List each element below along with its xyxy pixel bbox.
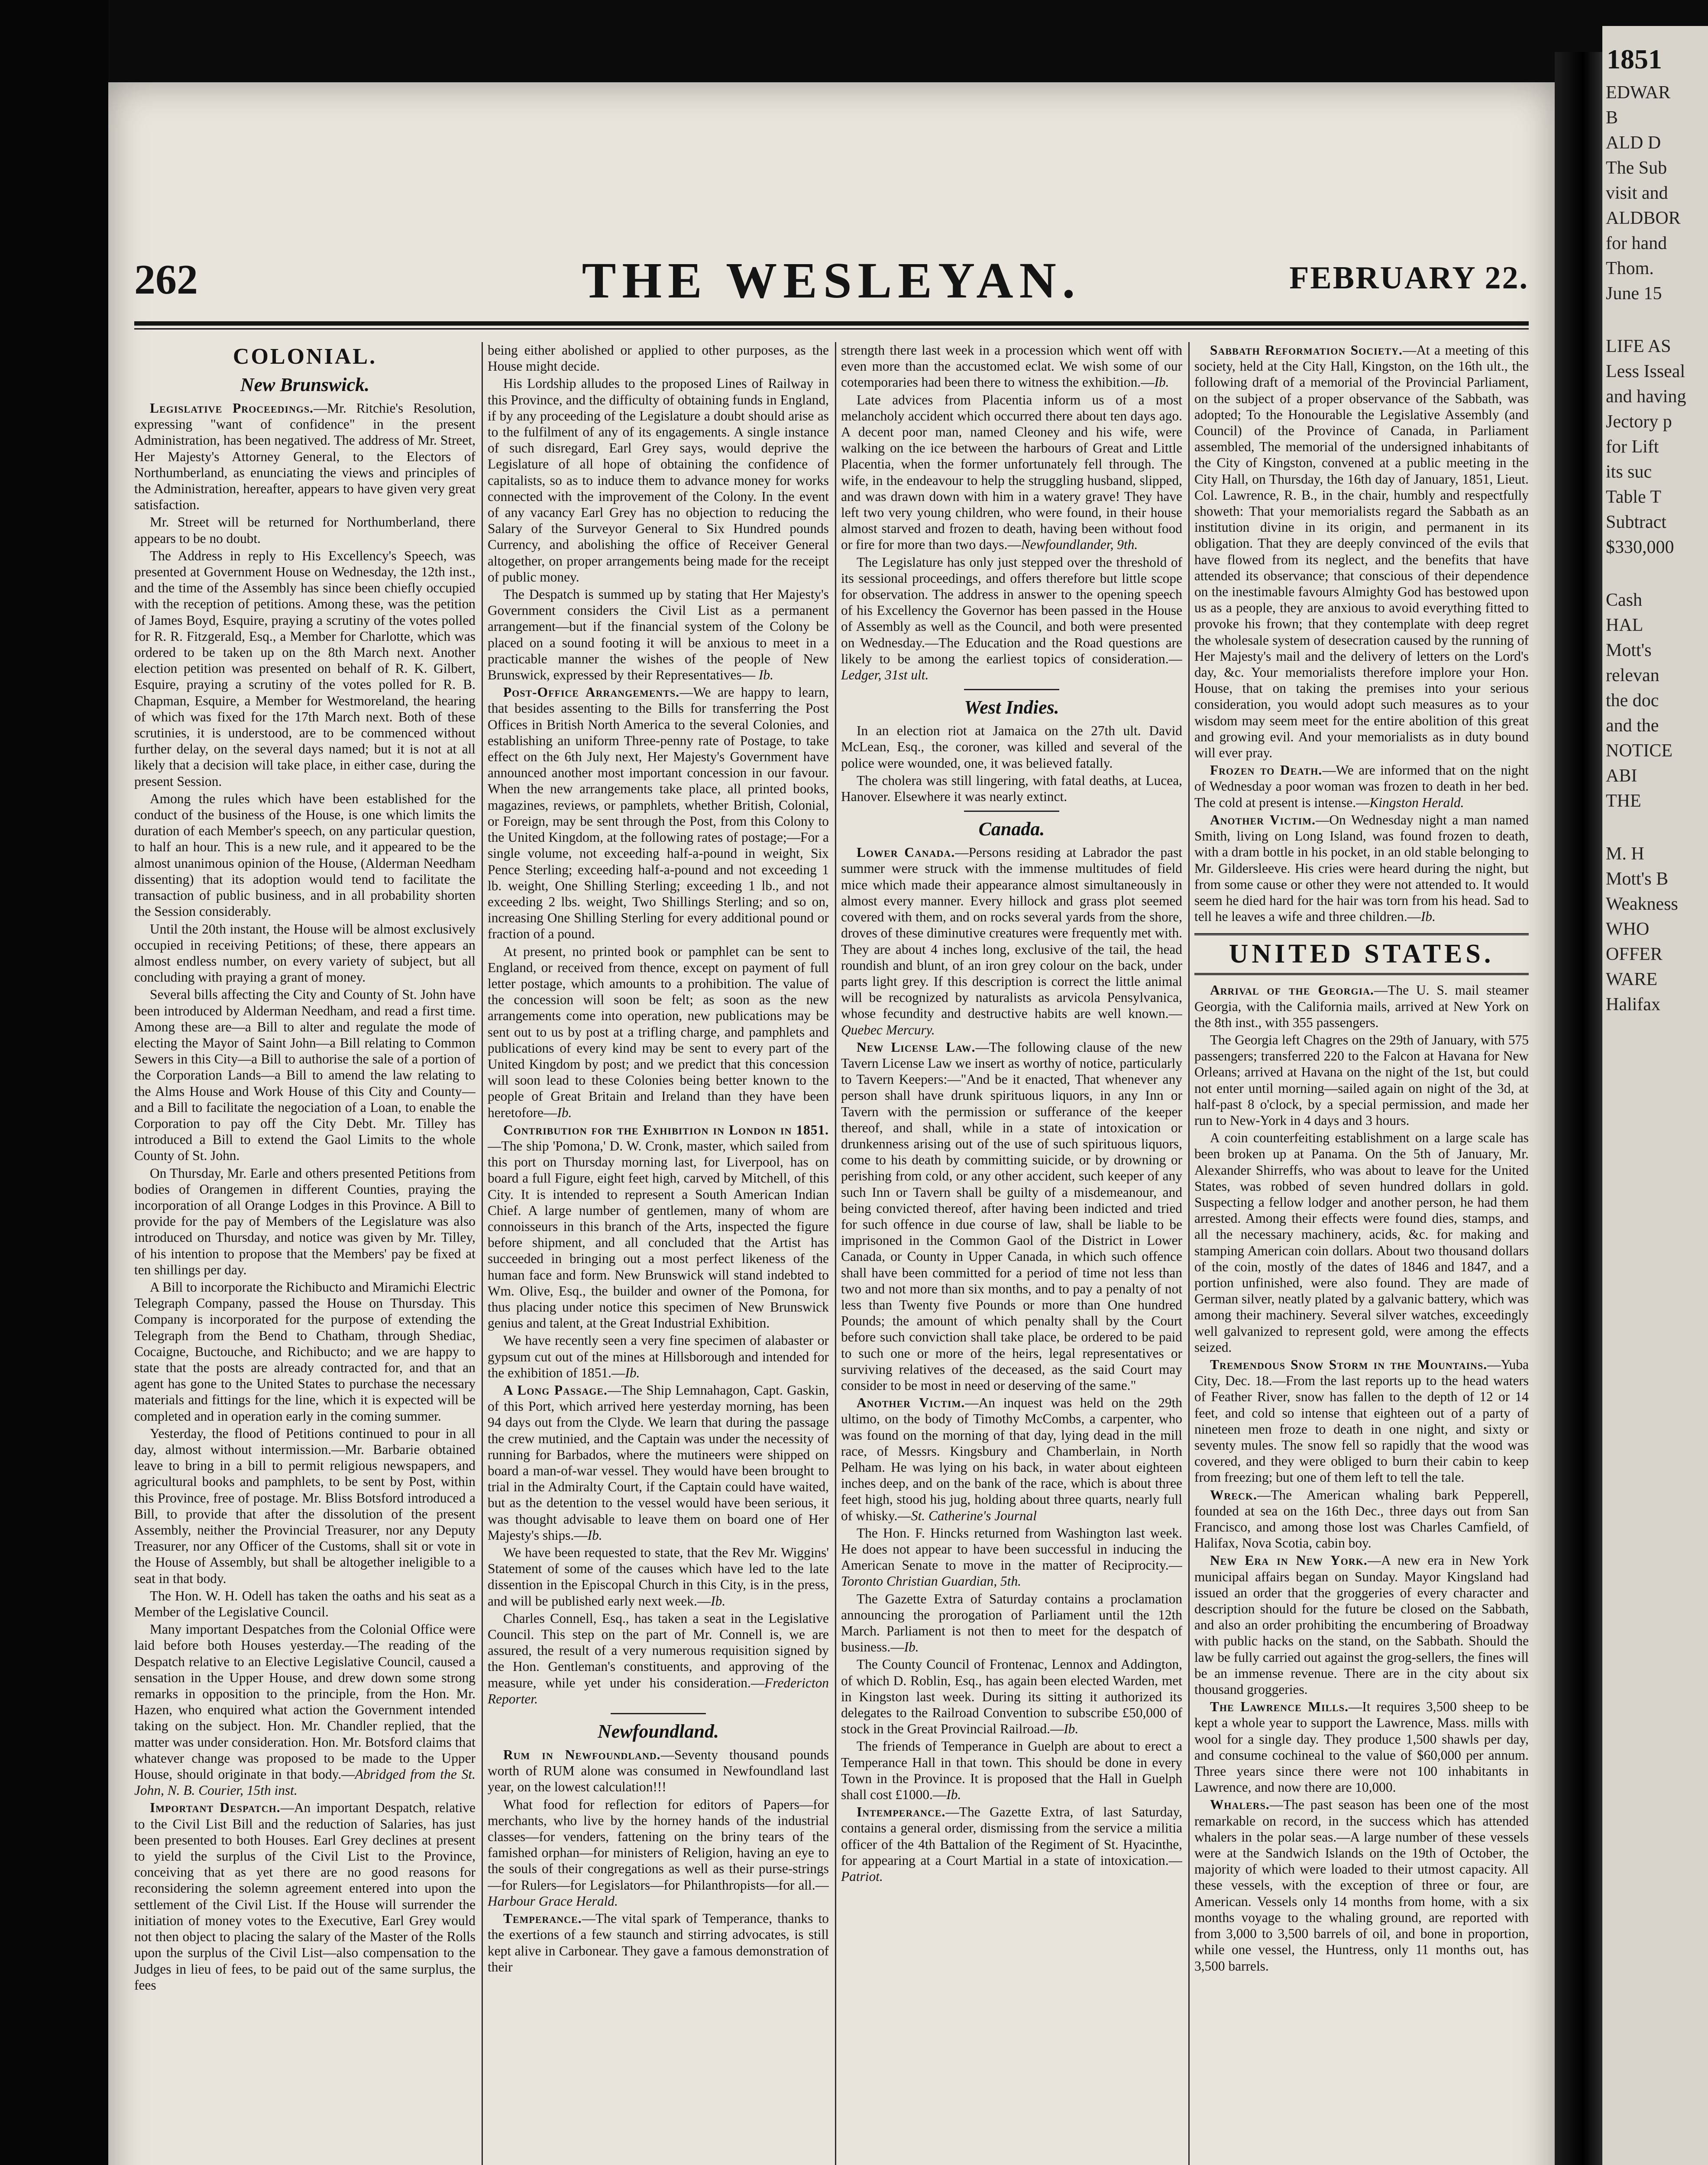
column-rule xyxy=(482,342,483,2165)
article-paragraph: We have been requested to state, that the Rev Mr. Wiggins' Statement of some of the causes which have led to the late dissention in the Episcopal Church in this City, is in the press, and will be published early next week.—Ib. xyxy=(488,1545,829,1609)
article-lead: A Long Passage. xyxy=(503,1383,608,1398)
article-paragraph: Wreck.—The American whaling bark Pepperell, founded at sea on the 16th Dec., three days out from San Francisco, and among those lost was Charles Camfield, of Halifax, Nova Scotia, cabin boy. xyxy=(1194,1487,1529,1551)
article-paragraph: A Long Passage.—The Ship Lemnahagon, Capt. Gaskin, of this Port, which arrived here yesterday morning, has been 94 days out from the Clyde. We learn that during the passage the crew mutinied, and the Captain was under the necessity of running for Barbados, where the mutineers were shipped on board a man-of-war vessel. They would have been brought to trial in the Admiralty Court, if the Captain could have waited, but as the detention to the vessel would have been serious, it was thought advisable to leave them on board one of Her Majesty's ships.—Ib. xyxy=(488,1383,829,1543)
article-source: Ib. xyxy=(946,1787,961,1803)
adjacent-page-header: 1851 xyxy=(1607,44,1662,74)
article-source: Kingston Herald. xyxy=(1369,795,1464,810)
adjacent-page-line: Mott's B xyxy=(1606,869,1669,889)
article-paragraph: The Despatch is summed up by stating that Her Majesty's Government considers the Civil List as a permanent arrangement—but if the financial system of the Colony be placed on a sound footing it will be anxious to meet in a practicable manner the wishes of the people of New Brunswick, expressed by their Representatives— Ib. xyxy=(488,587,829,683)
article-source: Ledger, 31st ult. xyxy=(841,667,929,683)
adjacent-page-line: WARE xyxy=(1606,969,1657,989)
article-source: Ib. xyxy=(1154,375,1169,390)
article-paragraph: The Gazette Extra of Saturday contains a proclamation announcing the prorogation of Parliament until the 12th March. Parliament is not then to meet for the despatch of business.—Ib. xyxy=(841,1591,1182,1655)
article-paragraph: Yesterday, the flood of Petitions continued to pour in all day, almost without intermission.—Mr. Barbarie obtained leave to bring in a bill to permit religious newspapers, and agricultural books and pamphlets, to be sent by Post, within this Province, free of postage. Mr. Bliss Botsford introduced a Bill, to provide that after the dissolution of the present Assembly, neither the Provincial Treasurer, nor any Deputy Treasurer, nor any Officer of the Customs, shall sit or vote in the House of Assembly, but shall be altogether ineligible to a seat in that body. xyxy=(134,1425,476,1586)
article-paragraph: New Era in New York.—A new era in New York municipal affairs began on Sunday. Mayor Kingsland had issued an order that the groggeries of every character and description should for the future be closed on the Sabbath, and also an order prohibiting the encumbering of Broadway with public hacks on the stand, on the Sabbath. Should the law be fully carried out against the grog-sellers, the fines will be an immense revenue. There are in the city about six thousand groggeries. xyxy=(1194,1553,1529,1697)
adjacent-page-text xyxy=(1602,81,1708,1016)
article-lead: Whalers. xyxy=(1210,1797,1270,1813)
adjacent-page-line: NOTICE xyxy=(1606,741,1672,761)
adjacent-page-line: ALDBOR xyxy=(1606,208,1681,228)
article-paragraph: strength there last week in a procession which went off with even more than the accustomed eclat. We wish some of our cotemporaries had been there to witness the exhibition.—Ib. xyxy=(841,343,1182,390)
article-lead: Another Victim. xyxy=(857,1395,965,1411)
column-1 xyxy=(134,342,476,2165)
microfilm-margin xyxy=(0,0,108,2165)
article-lead: New License Law. xyxy=(857,1039,976,1055)
article-paragraph: Post-Office Arrangements.—We are happy to learn, that besides assenting to the Bills for transferring the Post Offices in British North America to the several Colonies, and establishing an uniform Three-penny rate of Postage, to take effect on the 6th July next, Her Majesty's Government have announced another most important concession in our favour. When the new arrangements take place, all printed books, magazines, reviews, or pamphlets, whether British, Colonial, or Foreign, may be sent through the Post, from this Colony to the United Kingdom, at the following rates of postage;—For a single volume, not exceeding half-a-pound in weight, Six Pence Sterling; exceeding half-a-pound and not exceeding 1 lb. weight, One Shilling Sterling; exceeding 1 lb., and not exceeding 2 lbs. weight, Two Shillings Sterling; and so on, increasing One Shilling Sterling for every additional pound or fraction of a pound. xyxy=(488,685,829,942)
article-lead: Post-Office Arrangements. xyxy=(503,685,680,700)
article-lead: Another Victim. xyxy=(1210,812,1316,827)
article-source: Ib. xyxy=(1064,1721,1079,1737)
adjacent-page-line: Cash xyxy=(1606,590,1642,610)
article-source: Ib. xyxy=(1420,909,1436,924)
article-source: Quebec Mercury. xyxy=(841,1022,935,1037)
article-lead: Temperance. xyxy=(503,1911,582,1926)
masthead-rule xyxy=(134,321,1529,326)
subsection-heading-west-indies: West Indies. xyxy=(964,697,1059,718)
article-paragraph: Charles Connell, Esq., has taken a seat in the Legislative Council. This step on the part of Mr. Connell is, we are assured, the result of a very numerous requisition signed by the Hon. Gentleman's constituents, and approving of the measure, while yet under his consideration.—Fredericton Reporter. xyxy=(488,1610,829,1706)
adjacent-page-line: LIFE AS xyxy=(1606,336,1671,356)
adjacent-page-line: Jectory p xyxy=(1606,412,1672,432)
adjacent-page-line: for hand xyxy=(1606,233,1667,253)
article-paragraph: Until the 20th instant, the House will be almost exclusively occupied in receiving Petitions; of these, there appears an almost endless number, on every variety of subject, but all concluding with praying a grant of money. xyxy=(134,921,476,985)
adjacent-page-line: Less Isseal xyxy=(1606,362,1685,381)
subsection-heading-new-brunswick: New Brunswick. xyxy=(240,374,370,395)
article-paragraph: Among the rules which have been established for the conduct of the business of the House, is one which limits the duration of each Member's speech, on any particular question, to half an hour. This is a new rule, and it appeared to be the almost unanimous opinion of the House, (Alderman Needham dissenting) that its adoption would tend to facilitate the transaction of public business, and in all probability shorten the Session considerably. xyxy=(134,791,476,919)
adjacent-page-line: The Sub xyxy=(1606,158,1667,178)
subsection-heading-newfoundland: Newfoundland. xyxy=(598,1721,719,1742)
article-source: Ib. xyxy=(904,1639,919,1655)
adjacent-page-line: ALD D xyxy=(1606,133,1661,153)
article-source: Ib. xyxy=(711,1593,726,1609)
article-paragraph: Sabbath Reformation Society.—At a meeting of this society, held at the City Hall, Kingston, on the 16th ult., the following draft of a memorial of the Provincial Parliament, on the subject of a proper observance of the Sabbath, was adopted; To the Honourable the Legislative Assembly (and Council) of the Province of Canada, in Parliament assembled, The memorial of the undersigned inhabitants of the City of Kingston, convened at a public meeting in the City Hall, on Thursday, the 16th day of January, 1851, Lieut. Col. Lawrence, R. B., in the chair, humbly and respectfully showeth: That your memorialists regard the Sabbath as an institution divine in its origin, and permanent in its obligation. That they are deeply convinced of the evils that have flowed from its neglect, and the benefits that have attended its observance; that conscious of their dependence on the inestimable favours Almighty God has bestowed upon us as a people, they are anxious to avoid everything fitted to provoke his frown; that they contemplate with deep regret the wholesale system of desecration caused by the running of Her Majesty's mail and the delivery of letters on the Lord's day, &c. Your memorialists therefore implore your Hon. House, that on taking the premises into your serious consideration, you would adopt such measures as to your wisdom may seem meet for the entire abolition of this great and growing evil. And your memorialists as in duty bound will ever pray. xyxy=(1194,343,1529,761)
article-paragraph: Another Victim.—An inquest was held on the 29th ultimo, on the body of Timothy McCombs, a carpenter, who was found on the morning of that day, lying dead in the mill race, of Messrs. Kingsbury and Chamberlain, in North Pelham. He was lying on his back, in water about eighteen inches deep, and on the bank of the race, which is about three feet high, stood his jug, holding about three quarts, nearly full of whisky.—St. Catherine's Journal xyxy=(841,1395,1182,1523)
column-4 xyxy=(1194,342,1529,2165)
article-paragraph: Tremendous Snow Storm in the Mountains.—Yuba City, Dec. 18.—From the last reports up to the head waters of Feather River, snow has fallen to the depth of 12 or 14 feet, and cold so intense that eighteen out of a party of nineteen men froze to death in one night, and sixty or seventy mules. The snow fell so rapidly that the wood was covered, and they were obliged to burn their cabin to keep from freezing; but one of them left to tell the tale. xyxy=(1194,1357,1529,1485)
article-paragraph: The Legislature has only just stepped over the threshold of its sessional proceedings, and offers therefore but little scope for observation. The address in answer to the opening speech of his Excellency the Governor has been passed in the House of Assembly as well as the Council, and both were presented on Wednesday.—The Education and the Road questions are likely to be among the earliest topics of consideration.—Ledger, 31st ult. xyxy=(841,554,1182,683)
article-lead: Arrival of the Georgia. xyxy=(1210,982,1374,998)
adjacent-page-line: HAL xyxy=(1606,615,1643,635)
adjacent-page-line: Mott's xyxy=(1606,640,1652,660)
article-source: Abridged from the St. John, N. B. Courier, 15th inst. xyxy=(134,1767,476,1798)
adjacent-page-line: WHO xyxy=(1606,919,1650,939)
article-lead: Important Despatch. xyxy=(150,1800,281,1816)
adjacent-page-edge xyxy=(1602,26,1708,2165)
article-source: Newfoundlander, 9th. xyxy=(1021,537,1138,553)
article-paragraph: Temperance.—The vital spark of Temperance, thanks to the exertions of a few staunch and stirring advocates, is still kept alive in Carbonear. They gave a famous demonstration of their xyxy=(488,1911,829,1974)
article-source: Ib. xyxy=(625,1365,640,1380)
article-lead: Legislative Proceedings. xyxy=(150,401,314,416)
article-paragraph: Mr. Street will be returned for Northumberland, there appears to be no doubt. xyxy=(134,514,476,546)
article-source: Fredericton Reporter. xyxy=(488,1675,829,1706)
newspaper-page xyxy=(108,82,1555,2165)
article-paragraph: The Hon. F. Hincks returned from Washington last week. He does not appear to have been successful in inducing the American Senate to move in the matter of Reciprocity.—Toronto Christian Guardian, 5th. xyxy=(841,1525,1182,1589)
article-paragraph: Whalers.—The past season has been one of the most remarkable on record, in the success which has attended whalers in the polar seas.—A large number of these vessels were at the Sandwich Islands on the 19th of October, the majority of which were loaded to their utmost capacity. All these vessels, with the exception of three or four, are American. Vessels only 14 months from home, with a six months voyage to the whaling ground, are reported with from 3,000 to 3,500 barrels of oil, and bone in proportion, while one vessel, the Huntress, only 11 months out, has 3,500 barrels. xyxy=(1194,1797,1529,1974)
article-paragraph: Another Victim.—On Wednesday night a man named Smith, living on Long Island, was found frozen to death, with a dram bottle in his pocket, in an old stable belonging to Mr. Gildersleeve. His cries were heard during the night, but from some cause or other they were not attended to. It would seem he died hard for the hair was torn from his head. Sad to tell he leaves a wife and three children.—Ib. xyxy=(1194,812,1529,924)
article-source: Patriot. xyxy=(841,1869,883,1884)
article-paragraph: What food for reflection for editors of Papers—for merchants, who live by the horney hands of the industrial classes—for venders, fattening on the briny tears of the famished orphan—for ministers of Religion, having an eye to the souls of their congregations as well as their purse-strings—for Rulers—for Legislators—for Philanthropists—for all.—Harbour Grace Herald. xyxy=(488,1797,829,1909)
article-source: Harbour Grace Herald. xyxy=(488,1893,618,1909)
adjacent-page-line: Thom. xyxy=(1606,259,1654,278)
page-number: 262 xyxy=(134,256,198,303)
adjacent-page-line: the doc xyxy=(1606,691,1659,711)
article-lead: Rum in Newfoundland. xyxy=(503,1747,661,1763)
section-heading-colonial: COLONIAL. xyxy=(233,344,377,369)
article-paragraph: We have recently seen a very fine specimen of alabaster or gypsum cut out of the mines at Hillsborough and intended for the exhibition of 1851.—Ib. xyxy=(488,1333,829,1380)
adjacent-page-line: Table T xyxy=(1606,487,1662,507)
article-lead: Intemperance. xyxy=(857,1804,946,1820)
article-paragraph: The Hon. W. H. Odell has taken the oaths and his seat as a Member of the Legislative Council. xyxy=(134,1588,476,1620)
article-source: Ib. xyxy=(587,1527,602,1543)
article-paragraph: The Address in reply to His Excellency's Speech, was presented at Government House on Wednesday, the 12th inst., and the time of the Assembly has since been chiefly occupied with the reception of petitions. Among these, was the petition of James Boyd, Esquire, praying a scrutiny of the votes polled for R. R. Fitzgerald, Esq., a Member for Charlotte, which was ordered to be taken up on the 8th March next. Another election petition was presented on behalf of R. K. Gilbert, Esquire, praying a scrutiny of the votes polled for R. B. Chapman, Esquire, a Member for Westmoreland, the hearing of which was fixed for the 17th March next. Both of these scrutinies, it is understood, are to be commenced without further delay, on the several days named; but it is not at all likely that a decision will take place, in either case, during the present Session. xyxy=(134,548,476,789)
article-paragraph: Rum in Newfoundland.—Seventy thousand pounds worth of RUM alone was consumed in Newfoundland last year, on the lowest calculation!!! xyxy=(488,1747,829,1795)
adjacent-page-line: Weakness xyxy=(1606,894,1678,914)
article-paragraph: Many important Despatches from the Colonial Office were laid before both Houses yesterday.—The reading of the Despatch relative to an Elective Legislative Council, caused a sensation in the Upper House, and drew down some strong remarks in opposition to the principle, from the Hon. Mr. Hazen, who enquired what action the Government intended taking on the subject. Hon. Mr. Chandler replied, that the matter was under consideration. Hon. Mr. Botsford claims that whatever change was proposed to be made to the Upper House, should originate in that body.—Abridged from the St. John, N. B. Courier, 15th inst. xyxy=(134,1622,476,1798)
adjacent-page-line: and the xyxy=(1606,716,1659,736)
article-paragraph: being either abolished or applied to other purposes, as the House might decide. xyxy=(488,343,829,374)
adjacent-page-line: EDWAR xyxy=(1606,83,1671,103)
adjacent-page-line: M. H xyxy=(1606,844,1644,864)
adjacent-page-line: Halifax xyxy=(1606,995,1660,1015)
article-lead: New Era in New York. xyxy=(1210,1553,1368,1568)
article-paragraph: The Lawrence Mills.—It requires 3,500 sheep to be kept a whole year to support the Lawrence, Mass. mills with wool for a single day. They produce 1,500 shawls per day, and consume cochineal to the value of $60,000 per annum. Three years since there were not 100 inhabitants in Lawrence, and now there are 10,000. xyxy=(1194,1699,1529,1795)
article-paragraph: Intemperance.—The Gazette Extra, of last Saturday, contains a general order, dismissing from the service a militia officer of the 4th Battalion of the Regiment of St. Hyacinthe, for appearing at a Court Martial in a state of intoxication.—Patriot. xyxy=(841,1804,1182,1884)
article-lead: Lower Canada. xyxy=(857,845,955,860)
article-paragraph: At present, no printed book or pamphlet can be sent to England, or received from thence, except on payment of full letter postage, which amounts to a prohibition. The value of the concession will soon be felt; as soon as the new arrangements come into operation, new publications may be sent out to us by post at a trifling charge, and pamphlets and publications of every kind may be sent to every part of the United Kingdom by post; and we predict that this concession will soon lead to these Colonies being better known to the people of Great Britain and Ireland than they have been heretofore—Ib. xyxy=(488,944,829,1120)
adjacent-page-line: June 15 xyxy=(1606,284,1662,304)
article-paragraph: On Thursday, Mr. Earle and others presented Petitions from bodies of Orangemen in different Counties, praying the incorporation of all Orange Lodges in this Province. A Bill to provide for the pay of Members of the Legislature was also introduced on Thursday, and notice was given by Mr. Tilley, of his intention to propose that the Members' pay be fixed at ten shillings per day. xyxy=(134,1165,476,1277)
article-paragraph: Late advices from Placentia inform us of a most melancholy accident which occurred there about ten days ago. A decent poor man, named Cleoney and his wife, were walking on the ice between the harbours of Great and Little Placentia, when the former unfortunately fell through. The wife, in the endeavour to help the struggling husband, slipped, and was drawn down with him in a watery grave! They have left two very young children, who were found, in their house almost starved and frozen to death, having been without food or fire for more than two days.—Newfoundlander, 9th. xyxy=(841,392,1182,553)
article-paragraph: Arrival of the Georgia.—The U. S. mail steamer Georgia, with the California mails, arrived at New York on the 8th inst., with 355 passengers. xyxy=(1194,982,1529,1030)
article-paragraph: The County Council of Frontenac, Lennox and Addington, of which D. Roblin, Esq., has again been elected Warden, met in Kingston last week. During its sitting it authorized its delegates to the Railroad Convention to subscribe £50,000 of stock in the Great Provincial Railroad.—Ib. xyxy=(841,1657,1182,1737)
article-source: St. Catherine's Journal xyxy=(911,1508,1037,1523)
article-paragraph: In an election riot at Jamaica on the 27th ult. David McLean, Esq., the coroner, was killed and several of the police were wounded, one, it was believed fatally. xyxy=(841,723,1182,771)
adjacent-page-line: relevan xyxy=(1606,666,1659,685)
article-paragraph: Contribution for the Exhibition in London in 1851.—The ship 'Pomona,' D. W. Cronk, master, which sailed from this port on Thursday morning last, for Liverpool, has on board a full Figure, eight feet high, carved by Mitchell, of this City. It is intended to represent a South American Indian Chief. A large number of gentlemen, many of whom are connoisseurs in this branch of the Arts, inspected the figure before shipment, and all concluded that the Artist has succeeded in bringing out a most perfect likeness of the human face and form. New Brunswick will stand indebted to Wm. Olive, Esq., the builder and owner of the Pomona, for thus placing under notice this specimen of New Brunswick genius and talent, at the Great Industrial Exhibition. xyxy=(488,1122,829,1331)
paper-title: THE WESLEYAN. xyxy=(582,252,1081,309)
article-lead: Contribution for the Exhibition in London in 1851. xyxy=(503,1122,829,1137)
column-2 xyxy=(488,342,829,2165)
section-divider xyxy=(611,1713,706,1714)
section-divider xyxy=(964,689,1059,690)
masthead xyxy=(134,247,1529,309)
article-paragraph: A coin counterfeiting establishment on a large scale has been broken up at Panama. On the 5th of January, Mr. Alexander Shirreffs, who was about to leave for the United States, was robbed of seven hundred dollars in gold. Suspecting a fellow lodger and another person, he had them arrested. Among their effects were found dies, stamps, and all the necessary machinery, acids, &c. for making and stamping American coin dollars. About two thousand dollars of the coin, mostly of the dates of 1846 and 1847, and a portion unfinished, were also found. They are made of German silver, neatly plated by a galvanic battery, which was among their machinery. Several silver watches, exceedingly well galvanized to represent gold, were among the effects seized. xyxy=(1194,1130,1529,1355)
masthead-rule-thin xyxy=(134,328,1529,330)
article-lead: Sabbath Reformation Society. xyxy=(1210,343,1403,358)
article-lead: Tremendous Snow Storm in the Mountains. xyxy=(1210,1357,1488,1372)
article-source: Toronto Christian Guardian, 5th. xyxy=(841,1574,1022,1589)
column-3 xyxy=(841,342,1182,2165)
section-heading-united-states: UNITED STATES. xyxy=(1194,933,1529,975)
article-paragraph: The Georgia left Chagres on the 29th of January, with 575 passengers; transferred 220 to the Falcon at Havana for New Orleans; arrived at Havana on the night of the 1st, but could not enter until morning—sailed again on night of the 3d, at half-past 8 o'clock, by a special permission, and made her run to New-York in 4 days and 3 hours. xyxy=(1194,1032,1529,1128)
article-paragraph: The cholera was still lingering, with fatal deaths, at Lucea, Hanover. Elsewhere it was nearly extinct. xyxy=(841,772,1182,805)
adjacent-page-line: THE xyxy=(1606,791,1641,811)
article-paragraph: A Bill to incorporate the Richibucto and Miramichi Electric Telegraph Company, passed the House on Thursday. This Company is incorporated for the purpose of extending the Telegraph from the Bend to Chatham, through Shediac, Cocaigne, Buctouche, and Richibucto; and we are happy to state that the posts are already contracted for, and that an agent has gone to the United States to purchase the necessary materials and fittings for the line, which it is expected will be completed and in operation early in the coming summer. xyxy=(134,1279,476,1424)
adjacent-page-line: $330,000 xyxy=(1606,537,1674,557)
article-paragraph: The friends of Temperance in Guelph are about to erect a Temperance Hall in that town. This should be done in every Town in the Province. It is proposed that the Hall in Guelph shall cost £1000.—Ib. xyxy=(841,1738,1182,1803)
article-paragraph: Legislative Proceedings.—Mr. Ritchie's Resolution, expressing "want of confidence" in the present Administration, has been negatived. The address of Mr. Street, Her Majesty's Attorney General, to the Electors of Northumberland, as enunciating the views and principles of the Administration, hereafter, appears to have given very great satisfaction. xyxy=(134,401,476,513)
article-paragraph: Frozen to Death.—We are informed that on the night of Wednesday a poor woman was frozen to death in her bed. The cold at present is intense.—Kingston Herald. xyxy=(1194,763,1529,810)
article-lead: The Lawrence Mills. xyxy=(1210,1699,1349,1715)
adjacent-page-line: B xyxy=(1606,108,1618,128)
article-paragraph: His Lordship alludes to the proposed Lines of Railway in this Province, and the difficulty of obtaining funds in England, if by any proceeding of the Legislature a doubt should arise as to the fulfilment of any of its engagements. A single instance of such disregard, Earl Grey says, would deprive the Legislature of all hope of obtaining the confidence of capitalists, so as to induce them to advance money for works connected with the improvement of the Colony. In the event of any vacancy Earl Grey has no objection to reducing the Salary of the Surveyor General to Six Hundred pounds Currency, and abolishing the office of Receiver General altogether, on proper arrangements being made for the receipt of public money. xyxy=(488,376,829,585)
adjacent-page-line: its suc xyxy=(1606,462,1652,482)
article-paragraph: Important Despatch.—An important Despatch, relative to the Civil List Bill and the reduction of Salaries, has just been presented to both Houses. Earl Grey declines at present to yield the surplus of the Civil List to the Province, conceiving that as yet there are no good reasons for reconsidering the solemn agreement entered into upon the settlement of the Civil List. If the House will surrender the initiation of money votes to the Executive, Earl Grey would not then object to placing the salary of the Master of the Rolls upon the surplus of the Civil List—also compensation to the Judges in lieu of fees, to be paid out of the same surplus, the fees xyxy=(134,1800,476,1993)
article-lead: Frozen to Death. xyxy=(1210,763,1323,778)
article-paragraph: Lower Canada.—Persons residing at Labrador the past summer were struck with the immense multitudes of field mice which made their appearance almost simultaneously in almost every manner. Every hillock and grass plot seemed covered with them, and on rocks several yards from the shore, droves of these diminutive creatures were frequently met with. They are about 4 inches long, exclusive of the tail, the head roundish and blunt, of an iron grey colour on the back, under parts light grey. If this description is correct the little animal will be recognized by naturalists as arvicola Pensylvanica, whose fecundity and destructive habits are well known.—Quebec Mercury. xyxy=(841,845,1182,1037)
adjacent-page-line: and having xyxy=(1606,387,1686,407)
article-paragraph: New License Law.—The following clause of the new Tavern License Law we insert as worthy of notice, particularly to Tavern Keepers:—"And be it enacted, That whenever any person shall have drunk spirituous liquors, in any Inn or Tavern with the permission or sufferance of the keeper thereof, and shall, while in a state of intoxication or drunkenness arising out of the use of such spirituous liquors, come to his death by committing suicide, or by drowning or perishing from cold, or any other accident, such keeper of any such Inn or Tavern shall be guilty of a misdemeanour, and being convicted thereof, after having been indicted and tried for such offence in due course of law, shall be liable to be imprisoned in the Common Gaol of the District in Lower Canada, or County in Upper Canada, in which such offence shall have been committed for a period of time not less than two and not more than six months, and to pay a penalty of not less than Twenty five Pounds or more than One hundred Pounds; the amount of which penalty shall by the Court before such conviction shall take place, be ordered to be paid to such one or more of the heirs, legal representatives or surviving relatives of the deceased, as the said Court may consider to be most in need or deserving of the same." xyxy=(841,1039,1182,1393)
page-gutter xyxy=(1555,52,1602,2165)
adjacent-page-line: Subtract xyxy=(1606,512,1666,532)
column-rule xyxy=(835,342,836,2165)
article-paragraph: Several bills affecting the City and County of St. John have been introduced by Alderman Needham, and read a first time. Among these are—a Bill to alter and regulate the mode of electing the Mayor of Saint John—a Bill relating to Common Sewers in this City—a Bill to authorise the sale of a portion of the Corporation Lands—a Bill to amend the law relating to the Alms House and Work House of this City and County—and a Bill to facilitate the negociation of a Loan, to enable the Corporation to pay off the City Debt. Mr. Tilley has introduced a Bill to extend the Gaol Limits to the whole County of St. John. xyxy=(134,987,476,1163)
adjacent-page-line: OFFER xyxy=(1606,944,1663,964)
adjacent-page-line: visit and xyxy=(1606,183,1668,203)
adjacent-page-line: ABI xyxy=(1606,766,1637,786)
article-lead: Wreck. xyxy=(1210,1487,1257,1503)
issue-date: FEBRUARY 22. xyxy=(1289,260,1529,296)
article-source: Ib. xyxy=(557,1105,572,1120)
article-source: Ib. xyxy=(758,667,773,683)
section-divider xyxy=(964,811,1059,812)
subsection-heading-canada: Canada. xyxy=(978,818,1045,840)
column-rule xyxy=(1188,342,1190,2165)
adjacent-page-line: for Lift xyxy=(1606,437,1659,457)
